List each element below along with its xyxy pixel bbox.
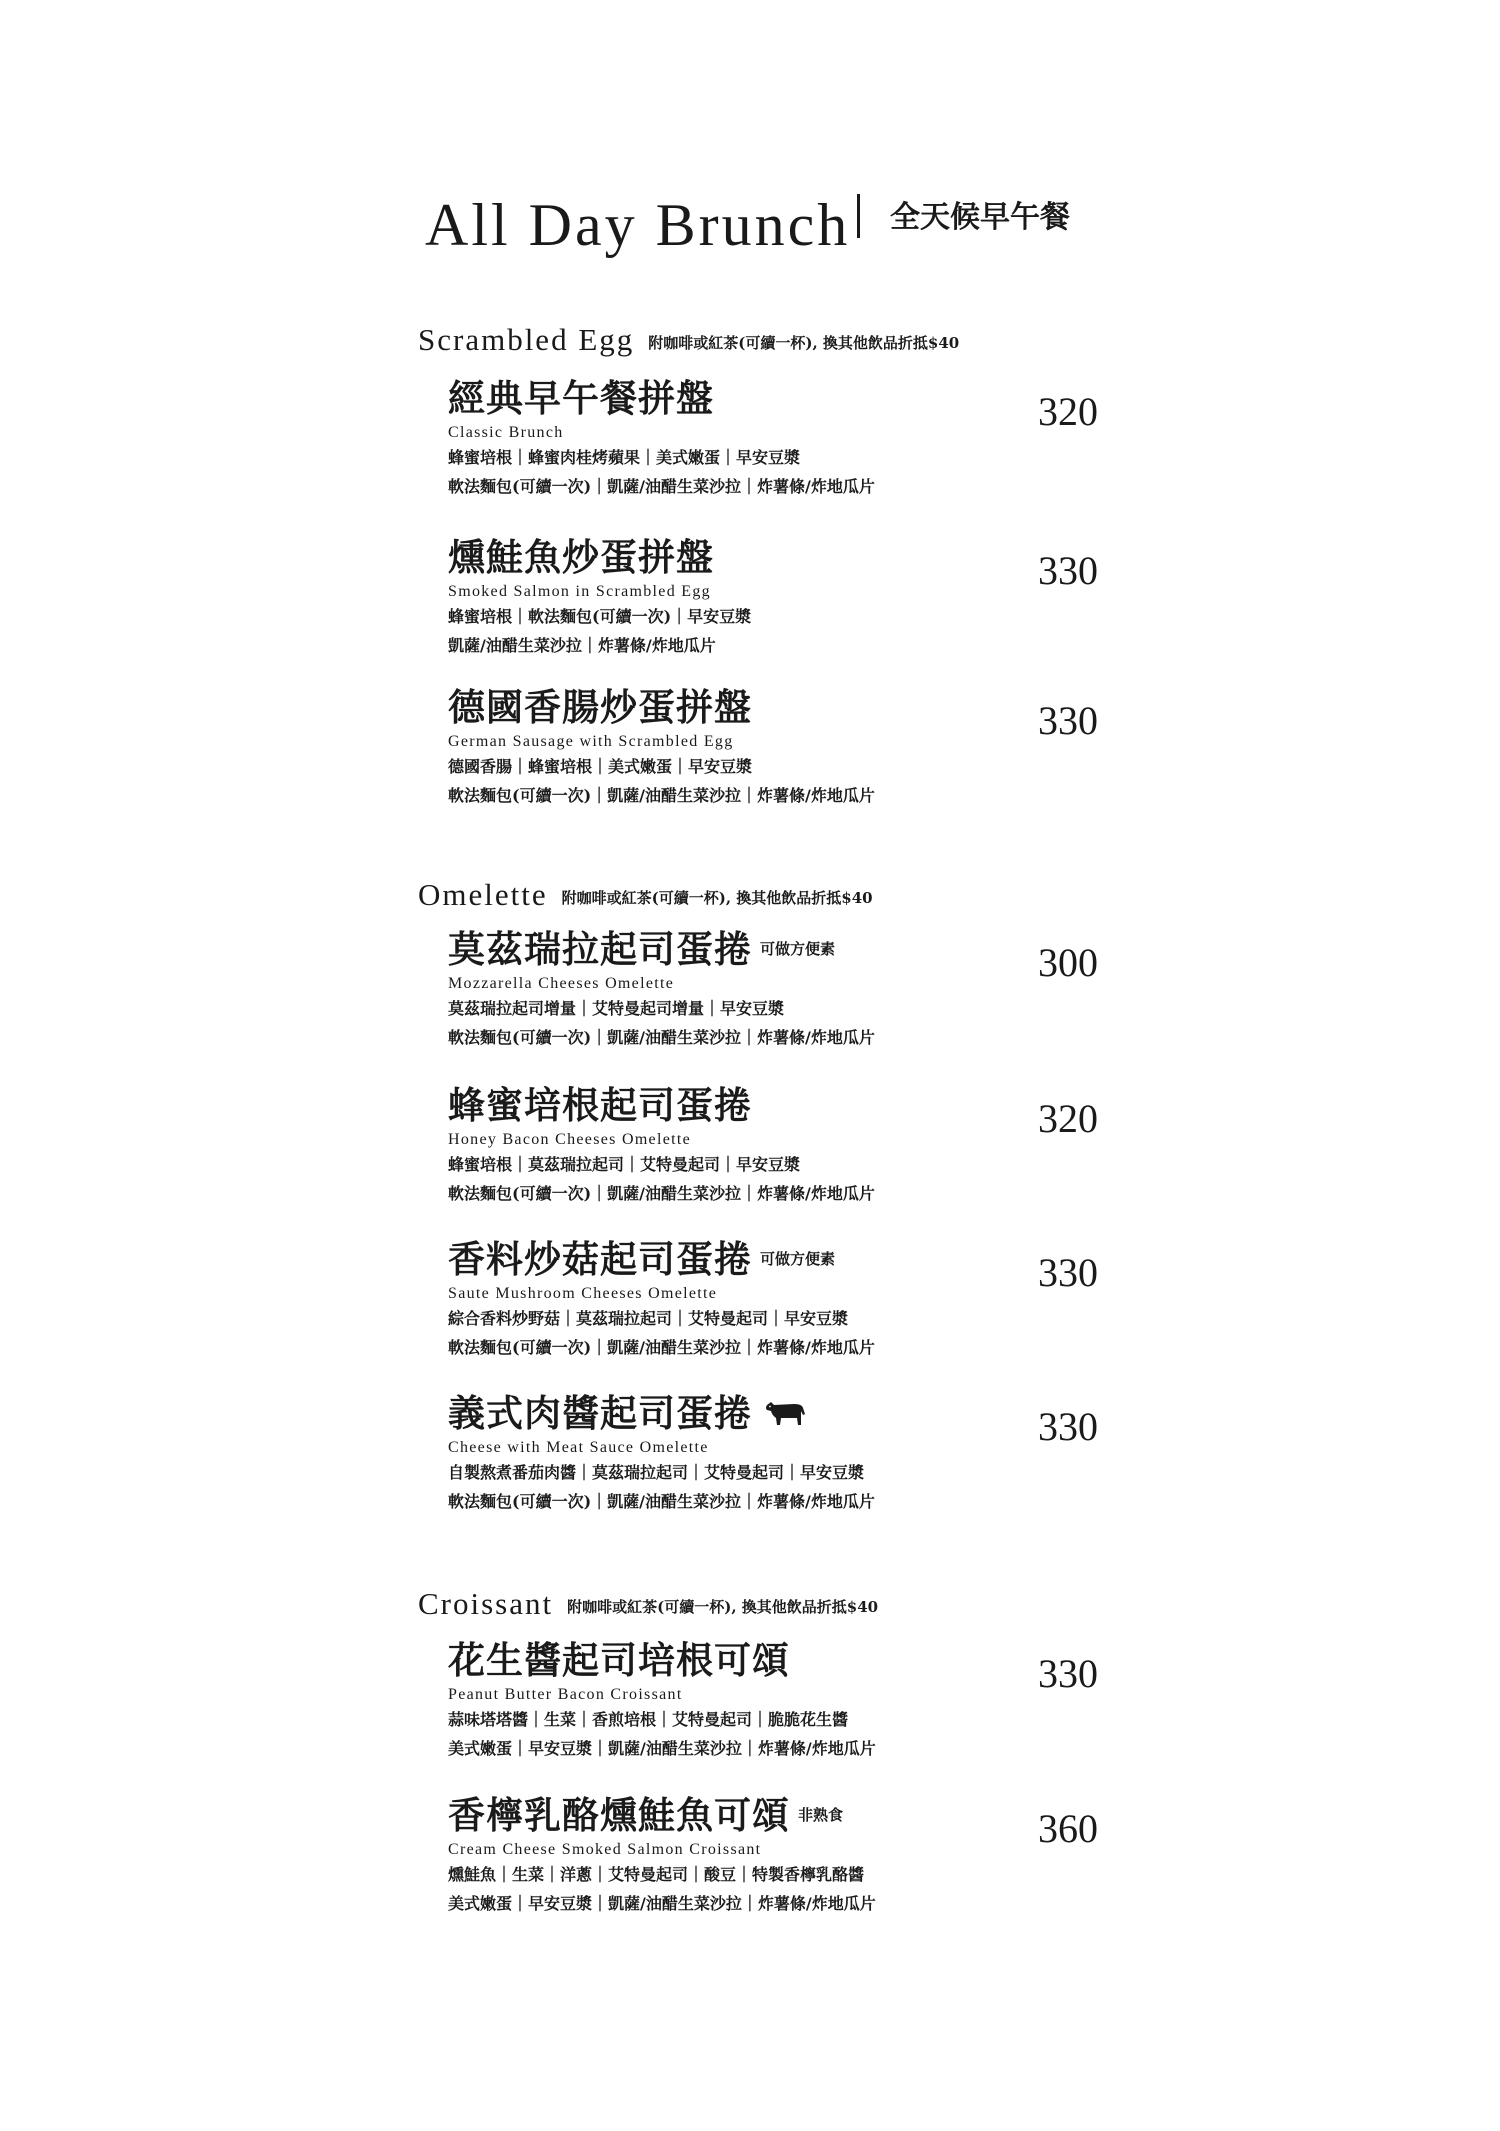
item-price: 360 [1038, 1806, 1098, 1851]
item-name-en: Smoked Salmon in Scrambled Egg [448, 583, 711, 600]
menu-item [448, 1082, 1098, 1208]
menu-item [448, 1236, 1098, 1362]
menu-item [448, 534, 1098, 660]
section-note: 附咖啡或紅茶(可續一杯), 換其他飲品折抵$40 [567, 1598, 879, 1616]
menu-item [448, 1792, 1098, 1918]
menu-item [448, 926, 1098, 1052]
item-description: 自製熬煮番茄肉醬｜莫茲瑞拉起司｜艾特曼起司｜早安豆漿 [448, 1463, 865, 1482]
item-description: 軟法麵包(可續一次)｜凱薩/油醋生菜沙拉｜炸薯條/炸地瓜片 [448, 786, 875, 805]
item-description: 美式嫩蛋｜早安豆漿｜凱薩/油醋生菜沙拉｜炸薯條/炸地瓜片 [448, 1739, 876, 1758]
item-tag: 可做方便素 [760, 940, 836, 958]
item-tag: 非熟食 [798, 1806, 844, 1824]
item-description: 燻鮭魚｜生菜｜洋蔥｜艾特曼起司｜酸豆｜特製香檸乳酪醬 [448, 1865, 865, 1884]
item-price: 320 [1038, 389, 1098, 434]
item-tag: 可做方便素 [760, 1250, 836, 1268]
item-description: 莫茲瑞拉起司增量｜艾特曼起司增量｜早安豆漿 [448, 999, 785, 1018]
item-name: 花生醬起司培根可頌 [448, 1638, 790, 1682]
item-price: 330 [1038, 1250, 1098, 1295]
menu-item [448, 684, 1098, 810]
section-title: Omelette [418, 877, 548, 912]
menu-item [448, 1637, 1098, 1763]
item-name-en: Cheese with Meat Sauce Omelette [448, 1439, 709, 1456]
section-title: Croissant [418, 1586, 554, 1621]
section-header-omelette [418, 877, 873, 913]
item-name: 德國香腸炒蛋拼盤 [448, 685, 752, 729]
item-description: 德國香腸｜蜂蜜培根｜美式嫩蛋｜早安豆漿 [448, 757, 753, 776]
item-price: 330 [1038, 1651, 1098, 1696]
item-name [448, 1236, 1098, 1282]
beef-icon [764, 1398, 808, 1428]
item-price: 330 [1038, 698, 1098, 743]
menu-item [448, 375, 1098, 501]
item-name-text: 莫茲瑞拉起司蛋捲 [448, 927, 752, 971]
section-header-scrambled-egg [418, 322, 959, 358]
item-description: 蜂蜜培根｜莫茲瑞拉起司｜艾特曼起司｜早安豆漿 [448, 1155, 801, 1174]
section-header-croissant [418, 1586, 878, 1622]
item-description: 軟法麵包(可續一次)｜凱薩/油醋生菜沙拉｜炸薯條/炸地瓜片 [448, 1338, 875, 1357]
item-description: 蒜味塔塔醬｜生菜｜香煎培根｜艾特曼起司｜脆脆花生醬 [448, 1710, 849, 1729]
item-price: 330 [1038, 1404, 1098, 1449]
item-description: 蜂蜜培根｜蜂蜜肉桂烤蘋果｜美式嫩蛋｜早安豆漿 [448, 448, 801, 467]
item-name-en: Classic Brunch [448, 424, 564, 441]
item-name-en: Peanut Butter Bacon Croissant [448, 1686, 683, 1703]
item-name-text: 香料炒菇起司蛋捲 [448, 1237, 752, 1281]
item-name-en: Saute Mushroom Cheeses Omelette [448, 1285, 718, 1302]
item-name: 蜂蜜培根起司蛋捲 [448, 1083, 752, 1127]
item-description: 軟法麵包(可續一次)｜凱薩/油醋生菜沙拉｜炸薯條/炸地瓜片 [448, 1028, 875, 1047]
section-note: 附咖啡或紅茶(可續一杯), 換其他飲品折抵$40 [648, 334, 960, 352]
item-name [448, 926, 1098, 972]
item-name-en: German Sausage with Scrambled Egg [448, 733, 734, 750]
item-name [448, 1390, 1098, 1436]
item-name [448, 1792, 1098, 1838]
item-name-text: 義式肉醬起司蛋捲 [448, 1391, 752, 1435]
title-divider [857, 194, 860, 238]
item-name-text: 香檸乳酪燻鮭魚可頌 [448, 1793, 790, 1837]
item-description: 軟法麵包(可續一次)｜凱薩/油醋生菜沙拉｜炸薯條/炸地瓜片 [448, 1184, 875, 1203]
page-title-zh: 全天候早午餐 [890, 200, 1070, 235]
section-note: 附咖啡或紅茶(可續一杯), 換其他飲品折抵$40 [561, 889, 873, 907]
section-title: Scrambled Egg [418, 322, 635, 357]
item-name: 經典早午餐拼盤 [448, 376, 714, 420]
item-description: 綜合香料炒野菇｜莫茲瑞拉起司｜艾特曼起司｜早安豆漿 [448, 1309, 849, 1328]
item-description: 軟法麵包(可續一次)｜凱薩/油醋生菜沙拉｜炸薯條/炸地瓜片 [448, 1492, 875, 1511]
item-name: 燻鮭魚炒蛋拼盤 [448, 535, 714, 579]
item-name-en: Cream Cheese Smoked Salmon Croissant [448, 1841, 762, 1858]
item-name-en: Mozzarella Cheeses Omelette [448, 975, 675, 992]
item-price: 330 [1038, 548, 1098, 593]
item-name-en: Honey Bacon Cheeses Omelette [448, 1131, 692, 1148]
page-title-en: All Day Brunch [425, 192, 851, 258]
item-price: 320 [1038, 1096, 1098, 1141]
menu-item [448, 1390, 1098, 1516]
item-description: 軟法麵包(可續一次)｜凱薩/油醋生菜沙拉｜炸薯條/炸地瓜片 [448, 477, 875, 496]
item-description: 凱薩/油醋生菜沙拉｜炸薯條/炸地瓜片 [448, 636, 716, 655]
item-description: 蜂蜜培根｜軟法麵包(可續一次)｜早安豆漿 [448, 607, 752, 626]
item-price: 300 [1038, 940, 1098, 985]
item-description: 美式嫩蛋｜早安豆漿｜凱薩/油醋生菜沙拉｜炸薯條/炸地瓜片 [448, 1894, 876, 1913]
